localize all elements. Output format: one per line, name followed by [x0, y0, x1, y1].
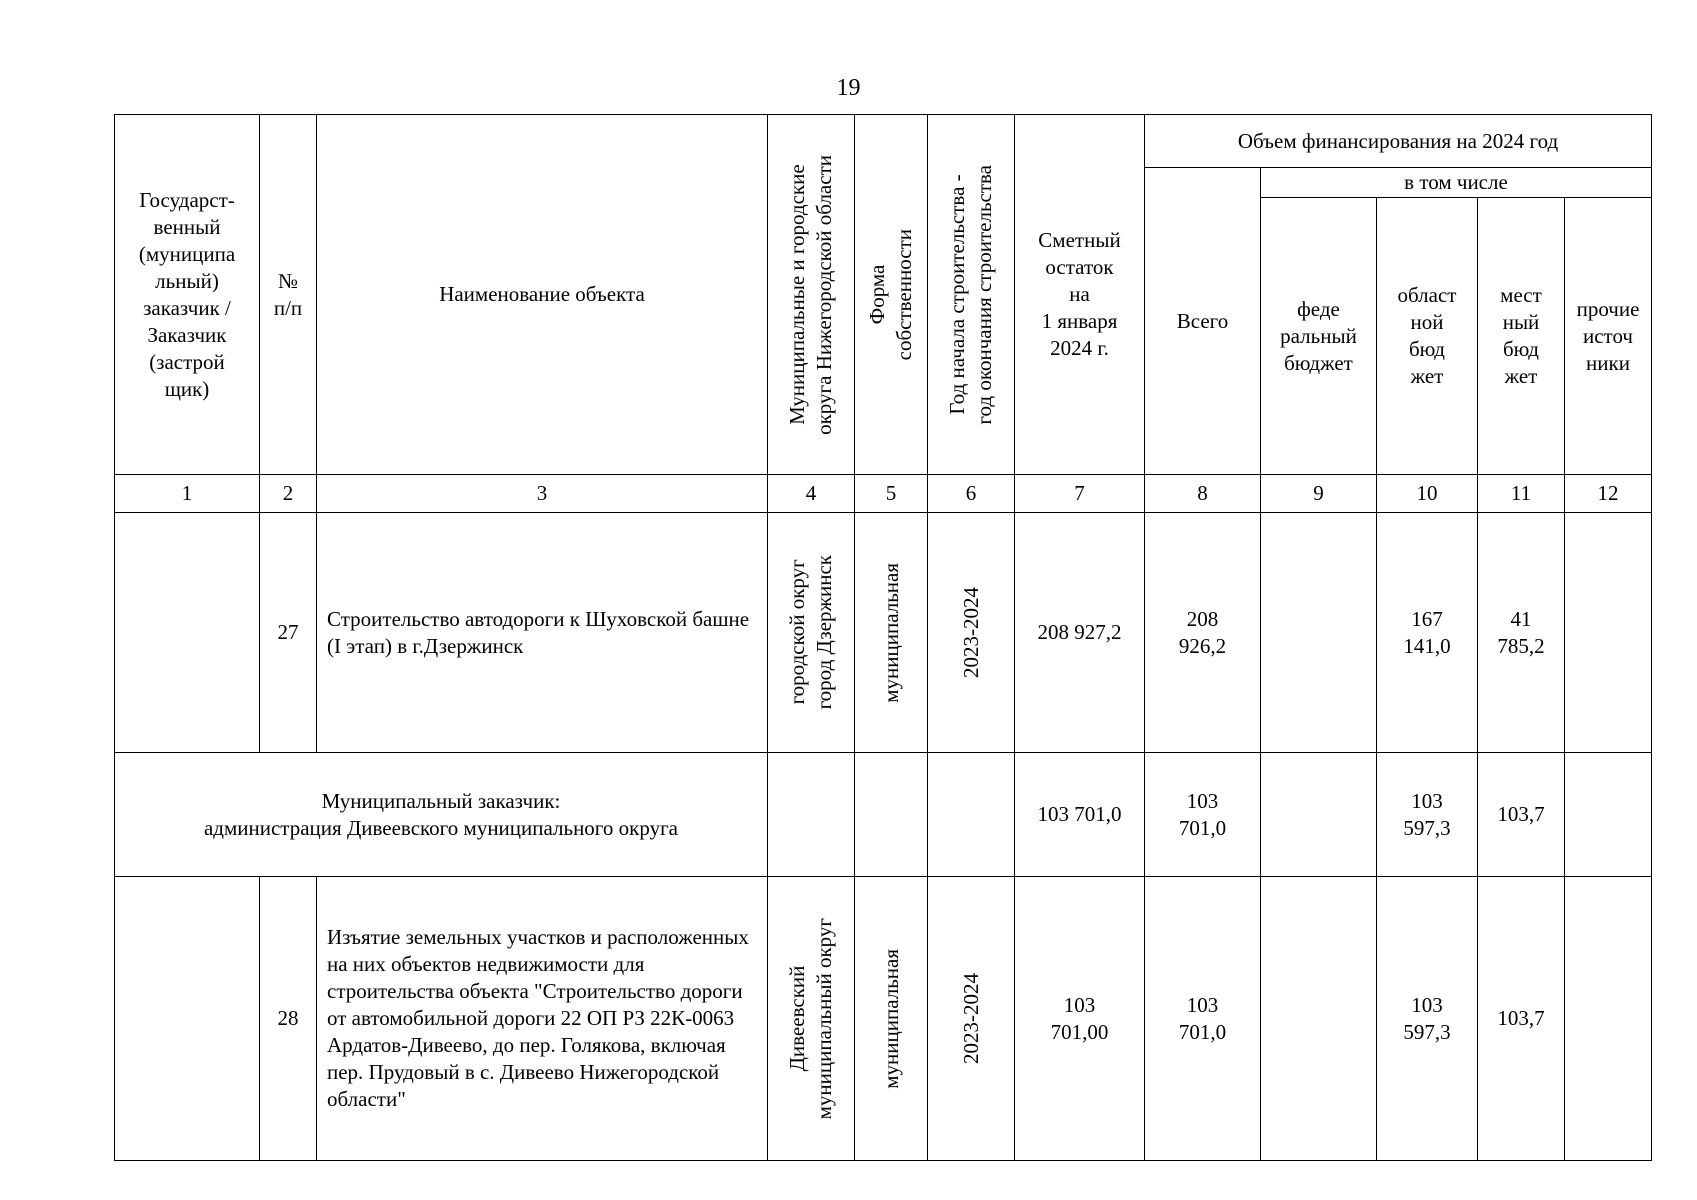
row-local: 103,7 — [1478, 877, 1565, 1161]
row-ownership — [855, 877, 928, 1161]
header-local: мест ный бюд жет — [1478, 198, 1565, 475]
row-regional: 103 597,3 — [1377, 877, 1478, 1161]
row-estimate: 208 927,2 — [1015, 513, 1145, 753]
column-number: 5 — [855, 475, 928, 513]
table-row — [115, 513, 1652, 753]
row-number: 28 — [260, 877, 317, 1161]
row-ownership-label: муниципальная — [878, 562, 903, 703]
subtotal-regional: 103 597,3 — [1377, 753, 1478, 877]
subtotal-ownership — [855, 753, 928, 877]
column-number: 12 — [1565, 475, 1652, 513]
column-number: 4 — [768, 475, 855, 513]
header-total: Всего — [1145, 168, 1261, 475]
row-ownership — [855, 513, 928, 753]
column-number: 2 — [260, 475, 317, 513]
row-object-name: Изъятие земельных участков и расположенных на них объектов недвижимости для строительства объекта "Строительство дороги от автомобильной дороги 22 ОП РЗ 22К-0063 Ардатов-Дивеево, до пер. Голякова, включая пер. Прудовый в с. Дивеево Нижегородской области" — [317, 877, 768, 1161]
column-number: 6 — [928, 475, 1015, 513]
header-ownership — [855, 115, 928, 475]
row-district — [768, 513, 855, 753]
page-number: 19 — [836, 75, 861, 101]
header-number: № п/п — [260, 115, 317, 475]
row-total: 208 926,2 — [1145, 513, 1261, 753]
row-customer — [115, 513, 260, 753]
row-years-label: 2023-2024 — [958, 587, 983, 678]
row-federal — [1261, 513, 1377, 753]
column-number: 3 — [317, 475, 768, 513]
header-regional: област ной бюд жет — [1377, 198, 1478, 475]
row-district — [768, 877, 855, 1161]
row-district-label: городской округ город Дзержинск — [785, 555, 836, 710]
row-federal — [1261, 877, 1377, 1161]
table-row — [115, 877, 1652, 1161]
header-years — [928, 115, 1015, 475]
row-years — [928, 877, 1015, 1161]
row-regional: 167 141,0 — [1377, 513, 1478, 753]
subtotal-federal — [1261, 753, 1377, 877]
row-total: 103 701,0 — [1145, 877, 1261, 1161]
row-years — [928, 513, 1015, 753]
subtotal-district — [768, 753, 855, 877]
subtotal-other — [1565, 753, 1652, 877]
row-ownership-label: муниципальная — [878, 948, 903, 1089]
header-federal: феде ральный бюджет — [1261, 198, 1377, 475]
column-number: 9 — [1261, 475, 1377, 513]
column-number: 11 — [1478, 475, 1565, 513]
column-number: 8 — [1145, 475, 1261, 513]
row-estimate: 103 701,00 — [1015, 877, 1145, 1161]
row-other — [1565, 877, 1652, 1161]
financing-table — [114, 114, 1652, 1161]
header-estimate: Сметный остаток на 1 января 2024 г. — [1015, 115, 1145, 475]
header-including: в том числе — [1261, 168, 1652, 198]
header-customer: Государст- венный (муниципа льный) заказчик / Заказчик (застрой щик) — [115, 115, 260, 475]
subtotal-estimate: 103 701,0 — [1015, 753, 1145, 877]
header-ownership-label: Форма собственности — [865, 228, 916, 361]
header-years-label: Год начала строительства - год окончания строительства — [945, 164, 996, 425]
header-object-name: Наименование объекта — [317, 115, 768, 475]
column-number: 10 — [1377, 475, 1478, 513]
subtotal-years — [928, 753, 1015, 877]
column-number: 1 — [115, 475, 260, 513]
row-other — [1565, 513, 1652, 753]
subtotal-label: Муниципальный заказчик: администрация Дивеевского муниципального округа — [115, 753, 768, 877]
row-district-label: Дивеевский муниципальный округ — [785, 917, 836, 1120]
row-customer — [115, 877, 260, 1161]
row-number: 27 — [260, 513, 317, 753]
row-years-label: 2023-2024 — [958, 973, 983, 1064]
subtotal-total: 103 701,0 — [1145, 753, 1261, 877]
subtotal-row — [115, 753, 1652, 877]
row-local: 41 785,2 — [1478, 513, 1565, 753]
row-object-name: Строительство автодороги к Шуховской башне (I этап) в г.Дзержинск — [317, 513, 768, 753]
header-other: прочие источ ники — [1565, 198, 1652, 475]
header-district-label: Муниципальные и городские округа Нижегородской области — [785, 154, 836, 435]
column-number-row — [115, 475, 1652, 513]
subtotal-local: 103,7 — [1478, 753, 1565, 877]
column-number: 7 — [1015, 475, 1145, 513]
header-funding-group: Объем финансирования на 2024 год — [1145, 115, 1652, 168]
header-district — [768, 115, 855, 475]
